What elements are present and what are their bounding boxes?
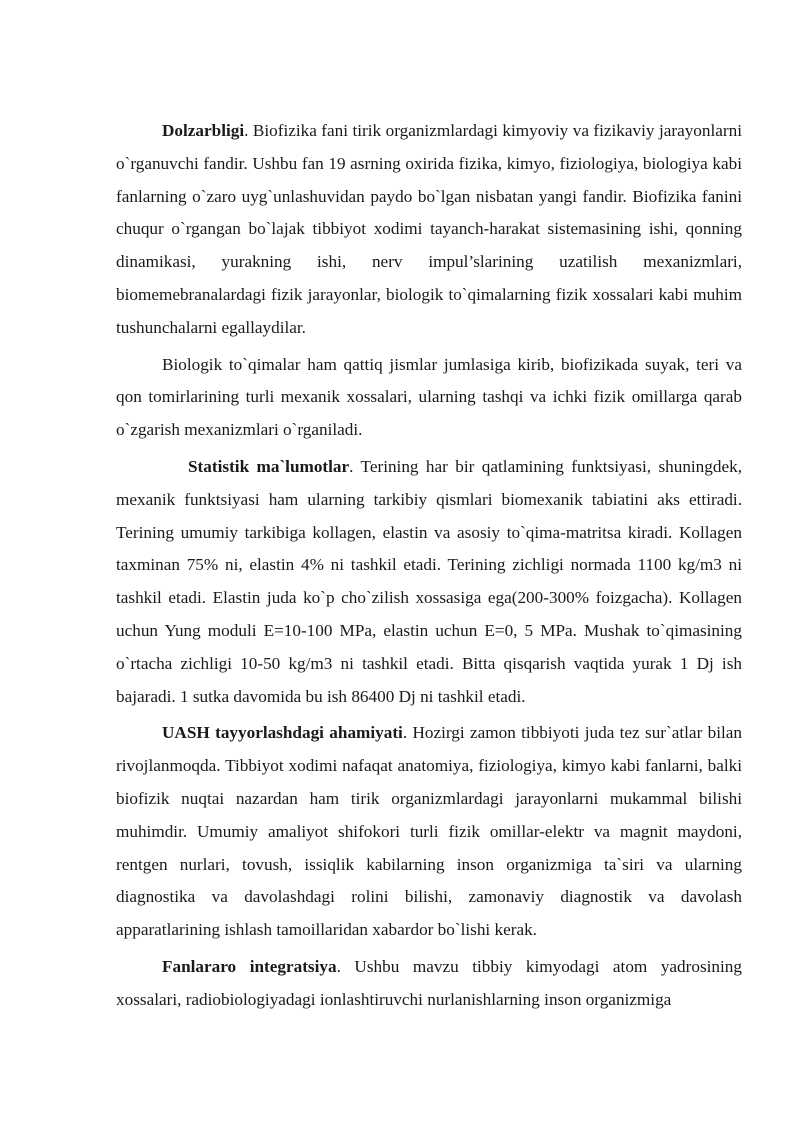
heading-statistik: Statistik ma`lumotlar	[188, 456, 350, 476]
paragraph-text: Ushbu mavzu tibbiy kimyodagi atom yadrosining xossalari, radiobiologiyadagi ionlashtiruvchi nurlanishlarning inson organizmiga	[116, 956, 742, 1009]
paragraph-text: Hozirgi zamon tibbiyoti juda tez sur`atlar bilan rivojlanmoqda. Tibbiyot xodimi nafaqat anatomiya, fiziologiya, kimyo kabi fanlarni, balki biofizik nuqtai nazardan ham tirik organizmlardagi jarayonlarni mukammal bilishi muhimdir. Umumiy amaliyot shifokori turli fizik omillar-elektr va magnit maydoni, rentgen nurlari, tovush, issiqlik kabilarning inson organizmiga ta`siri va ularning diagnostika va davolashdagi rolini bilishi, zamonaviy diagnostik va davolash apparatlarining ishlash tamoillaridan xabardor bo`lishi kerak.	[116, 723, 742, 940]
heading-dot: .	[244, 121, 249, 140]
paragraph-statistik	[116, 451, 742, 713]
heading-dolzarbligi: Dolzarbligi	[162, 121, 245, 140]
paragraph-biologik	[116, 349, 742, 447]
paragraph-dolzarbligi	[116, 115, 742, 345]
paragraph-text: Terining har bir qatlamining funktsiyasi, shuningdek, mexanik funktsiyasi ham ularning tarkibiy qismlari biomexanik tabiatini aks ettiradi. Terining umumiy tarkibiga kollagen, elastin va asosiy to`qima-matritsa kiradi. Kollagen taxminan 75% ni, elastin 4% ni tashkil etadi. Terining zichligi normada 1100 kg/m3 ni tashkil etadi. Elastin juda ko`p cho`zilish xossasiga ega(200-300% foizgacha). Kollagen uchun Yung moduli E=10-100 MPa, elastin uchun E=0, 5 MPa. Mushak to`qimasining o`rtacha zichligi 10-50 kg/m3 ni tashkil etadi. Bitta qisqarish vaqtida yurak 1 Dj ish bajaradi. 1 sutka davomida bu ish 86400 Dj ni tashkil etadi.	[116, 456, 742, 706]
document-page	[116, 115, 742, 1017]
paragraph-text: Biologik to`qimalar ham qattiq jismlar jumlasiga kirib, biofizikada suyak, teri va qon tomirlarining turli mexanik xossalari, ularning tashqi va ichki fizik omillarga qarab o`zgarish mexanizmlari o`rganiladi.	[116, 354, 742, 440]
heading-dot: .	[349, 456, 354, 476]
heading-dot: .	[336, 956, 341, 976]
heading-fanlararo: Fanlararo integratsiya	[162, 956, 337, 976]
paragraph-uash	[116, 717, 742, 947]
paragraph-text: Biofizika fani tirik organizmlardagi kimyoviy va fizikaviy jarayonlarni o`rganuvchi fandir. Ushbu fan 19 asrning oxirida fizika, kimyo, fiziologiya, biologiya kabi fanlarning o`zaro uyg`unlashuvidan paydo bo`lgan nisbatan yangi fandir. Biofizika fanini chuqur o`rgangan bo`lajak tibbiyot xodimi tayanch-harakat sistemasining ishi, qonning dinamikasi, yurakning ishi, nerv impul’slarining uzatilish mexanizmlari, biomemebranalardagi fizik jarayonlar, biologik to`qimalarning fizik xossalari kabi muhim tushunchalarni egallaydilar.	[116, 121, 742, 337]
heading-dot: .	[402, 723, 408, 743]
heading-uash: UASH tayyorlashdagi ahamiyati	[162, 723, 403, 743]
paragraph-fanlararo	[116, 951, 742, 1017]
